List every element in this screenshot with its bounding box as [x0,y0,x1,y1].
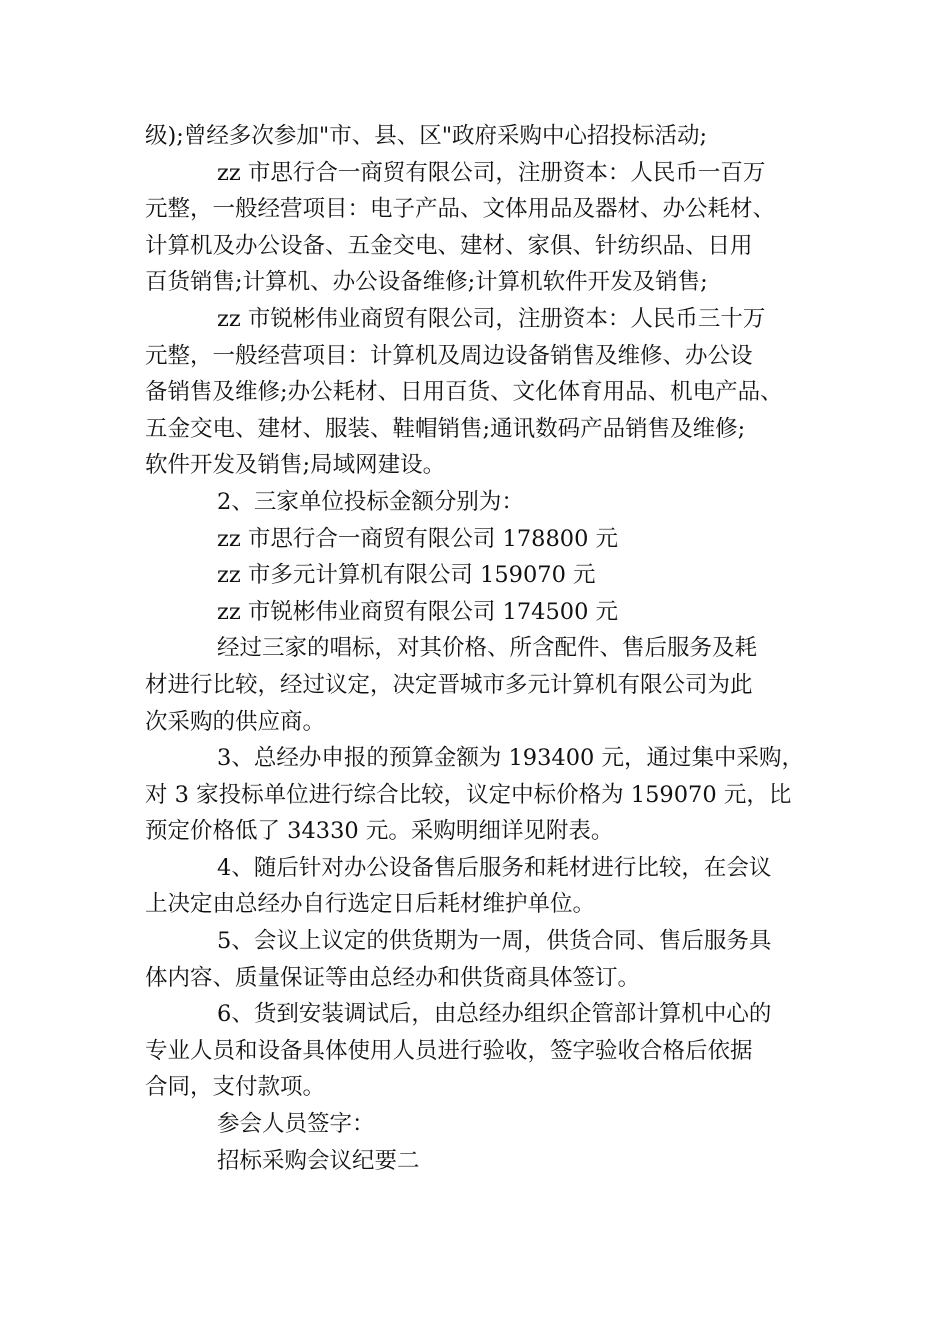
text-line: 合同，支付款项。 [145,1074,326,1101]
text-line: 预定价格低了 34330 元。采购明细详见附表。 [145,818,614,845]
text-line: 3、总经办申报的预算金额为 193400 元，通过集中采购， [217,745,805,772]
text-line: 专业人员和设备具体使用人员进行验收，签字验收合格后依据 [145,1037,753,1064]
text-line: 计算机及办公设备、五金交电、建材、家俱、针纺织品、日用 [145,232,753,259]
text-line: 4、随后针对办公设备售后服务和耗材进行比较，在会议 [217,854,772,881]
text-line: 6、货到安装调试后，由总经办组织企管部计算机中心的 [217,1001,772,1028]
text-line: 软件开发及销售;局域网建设。 [145,452,446,479]
text-line: 5、会议上议定的供货期为一周，供货合同、售后服务具 [217,928,772,955]
text-line: 次采购的供应商。 [145,708,326,735]
section-heading: 招标采购会议纪要二 [217,1147,420,1174]
text-line: 百货销售;计算机、办公设备维修;计算机软件开发及销售; [145,269,708,296]
text-line: 元整，一般经营项目：电子产品、文体用品及器材、办公耗材、 [145,196,776,223]
signature-label: 参会人员签字： [217,1111,375,1138]
text-line: zz 市锐彬伟业商贸有限公司，注册资本：人民币三十万 [217,305,766,332]
text-line: zz 市思行合一商贸有限公司，注册资本：人民币一百万 [217,159,766,186]
text-line: 五金交电、建材、服装、鞋帽销售;通讯数码产品销售及维修; [145,415,746,442]
bid-amount-line: zz 市多元计算机有限公司 159070 元 [217,562,596,589]
text-line: 元整，一般经营项目：计算机及周边设备销售及维修、办公设 [145,342,753,369]
bid-amount-line: zz 市锐彬伟业商贸有限公司 174500 元 [217,598,619,625]
text-line: 备销售及维修;办公耗材、日用百货、文化体育用品、机电产品、 [145,379,783,406]
document-body [145,118,815,1179]
bid-amount-line: zz 市思行合一商贸有限公司 178800 元 [217,525,619,552]
text-line: 体内容、质量保证等由总经办和供货商具体签订。 [145,964,641,991]
text-line: 上决定由总经办自行选定日后耗材维护单位。 [145,891,596,918]
text-line: 级);曾经多次参加"市、县、区"政府采购中心招投标活动; [145,123,708,149]
text-line: 2、三家单位投标金额分别为： [217,488,524,515]
text-line: 对 3 家投标单位进行综合比较，议定中标价格为 159070 元，比 [145,781,792,808]
text-line: 材进行比较，经过议定，决定晋城市多元计算机有限公司为此 [145,671,753,698]
text-line: 经过三家的唱标，对其价格、所含配件、售后服务及耗 [217,635,758,662]
